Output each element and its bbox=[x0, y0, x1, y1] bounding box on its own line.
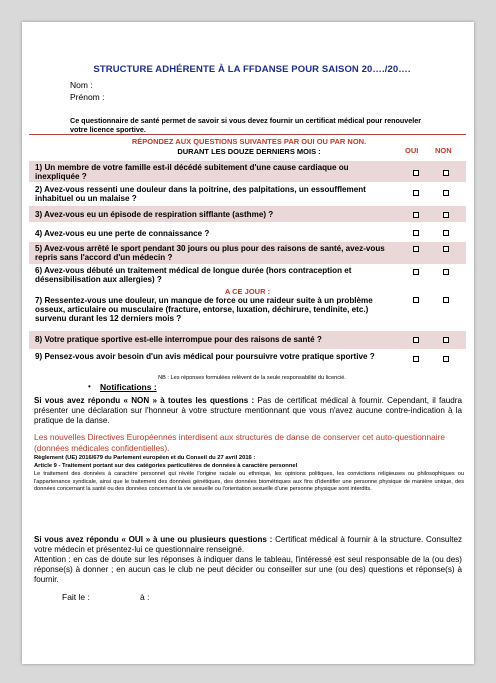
page-title: STRUCTURE ADHÉRENTE À LA FFDANSE POUR SAISON 20…./20…. bbox=[93, 64, 411, 75]
question-row bbox=[29, 224, 466, 242]
question-row bbox=[29, 265, 466, 286]
no-checkbox[interactable] bbox=[443, 230, 449, 236]
yes-checkbox[interactable] bbox=[413, 269, 419, 275]
no-checkbox[interactable] bbox=[443, 170, 449, 176]
article-title: Article 9 - Traitement portant sur des catégories particulières de données à caractère personnel bbox=[34, 463, 298, 469]
table-header-instruction: RÉPONDEZ AUX QUESTIONS SUIVANTES PAR OUI OU PAR NON. bbox=[131, 137, 367, 146]
question-row bbox=[29, 296, 466, 328]
question-text: 7) Ressentez-vous une douleur, un manque de force ou une raideur suite à un problème osseux, articulaire ou musculaire (fracture, entorse, luxation, déchirure, tendinite, etc.) survenu durant les 12 derniers mois ? bbox=[35, 296, 373, 323]
intro-text: Ce questionnaire de santé permet de savoir si vous devez fournir un certificat médical pour renouveler votre licence sportive. bbox=[70, 116, 422, 134]
a-field: à : bbox=[140, 592, 150, 602]
yes-checkbox[interactable] bbox=[413, 297, 419, 303]
question-text: 2) Avez-vous ressenti une douleur dans la poitrine, des palpitations, un essoufflement inhabituel ou un malaise ? bbox=[35, 185, 366, 203]
question-text: 1) Un membre de votre famille est-il décédé subitement d'une cause cardiaque ou inexpliquée ? bbox=[35, 163, 349, 181]
no-checkbox[interactable] bbox=[443, 190, 449, 196]
no-checkbox[interactable] bbox=[443, 212, 449, 218]
yes-checkbox[interactable] bbox=[413, 356, 419, 362]
no-checkbox[interactable] bbox=[443, 356, 449, 362]
question-row bbox=[29, 184, 466, 204]
notif-yes-text: Certificat médical à fournir à la structure. Consultez votre médecin et présentez-lui ce questionnaire renseigné. bbox=[34, 535, 462, 554]
question-text: 5) Avez-vous arrêté le sport pendant 30 jours ou plus pour des raisons de santé, avez-vous repris sans l'accord d'un médecin ? bbox=[35, 244, 385, 262]
column-header-yes: OUI bbox=[405, 146, 419, 155]
no-checkbox[interactable] bbox=[443, 269, 449, 275]
yes-checkbox[interactable] bbox=[413, 212, 419, 218]
yes-checkbox[interactable] bbox=[413, 246, 419, 252]
nb-note: NB : Les réponses formulées relèvent de la seule responsabilité du licencié. bbox=[158, 375, 346, 381]
directive-notice: Les nouvelles Directives Européennes interdisent aux structures de danse de conserver cet auto-questionnaire (données médicales confidentielles). bbox=[34, 432, 446, 453]
yes-checkbox[interactable] bbox=[413, 337, 419, 343]
yes-checkbox[interactable] bbox=[413, 170, 419, 176]
notif-yes-lead: Si vous avez répondu « OUI » à une ou plusieurs questions : bbox=[34, 535, 273, 544]
nom-field: Nom : bbox=[70, 80, 93, 90]
question-text: 3) Avez-vous eu un épisode de respiration sifflante (asthme) ? bbox=[35, 210, 274, 219]
article-text: Le traitement des données à caractère personnel qui révèle l'origine raciale ou ethnique, les opinions politiques, les convictions religieuses ou philosophiques ou l'appartenance syndicale, ainsi que le traitement des données génétiques, des données biométriques aux fins d'identifier une personne physique de manière unique, des données concernant la santé ou des données concernant la vie sexuelle ou l'orientation sexuelle d'une personne physique sont interdits. bbox=[34, 471, 464, 493]
no-checkbox[interactable] bbox=[443, 337, 449, 343]
yes-checkbox[interactable] bbox=[413, 230, 419, 236]
fait-le-field: Fait le : bbox=[62, 592, 90, 602]
prenom-field: Prénom : bbox=[70, 92, 105, 102]
section-today-label: A CE JOUR : bbox=[224, 287, 271, 296]
question-row bbox=[29, 331, 466, 349]
notif-yes-attention: Attention : en cas de doute sur les réponses à indiquer dans le tableau, l'intéressé est seul responsable de la (ou des) réponse(s) à donner ; en aucun cas le club ne peut décider ou conseiller sur une (ou des) questions et réponse(s) à fournir. bbox=[34, 555, 462, 584]
no-checkbox[interactable] bbox=[443, 297, 449, 303]
question-row bbox=[29, 161, 466, 182]
reglement-reference: Règlement (UE) 2016/679 du Parlement européen et du Conseil du 27 avril 2016 : bbox=[34, 455, 256, 461]
question-text: 8) Votre pratique sportive est-elle interrompue pour des raisons de santé ? bbox=[35, 335, 322, 344]
yes-checkbox[interactable] bbox=[413, 190, 419, 196]
document-page bbox=[22, 22, 474, 664]
column-header-no: NON bbox=[435, 146, 452, 155]
notifications-heading: Notifications : bbox=[100, 382, 157, 392]
notif-yes-paragraph bbox=[34, 535, 462, 585]
question-text: 9) Pensez-vous avoir besoin d'un avis médical pour poursuivre votre pratique sportive ? bbox=[35, 352, 375, 361]
question-text: 4) Avez-vous eu une perte de connaissance ? bbox=[35, 229, 210, 238]
table-top-rule bbox=[29, 134, 466, 135]
question-row bbox=[29, 351, 466, 373]
notif-no-lead: Si vous avez répondu « NON » à toutes les questions : bbox=[34, 396, 255, 405]
question-row bbox=[29, 242, 466, 264]
no-checkbox[interactable] bbox=[443, 246, 449, 252]
notif-no-text: Pas de certificat médical à fournir. Cependant, il faudra présenter une déclaration sur l'honneur à votre structure mentionnant que vous n'avez aucune contre-indication à la pratique de la danse. bbox=[34, 396, 462, 425]
notif-no-paragraph bbox=[34, 396, 462, 426]
bullet-icon: • bbox=[88, 382, 91, 391]
question-row bbox=[29, 206, 466, 222]
table-header-period: DURANT LES DOUZE DERNIERS MOIS : bbox=[177, 147, 321, 156]
question-text: 6) Avez-vous débuté un traitement médical de longue durée (hors contraception et désensibilisation aux allergies) ? bbox=[35, 266, 352, 284]
